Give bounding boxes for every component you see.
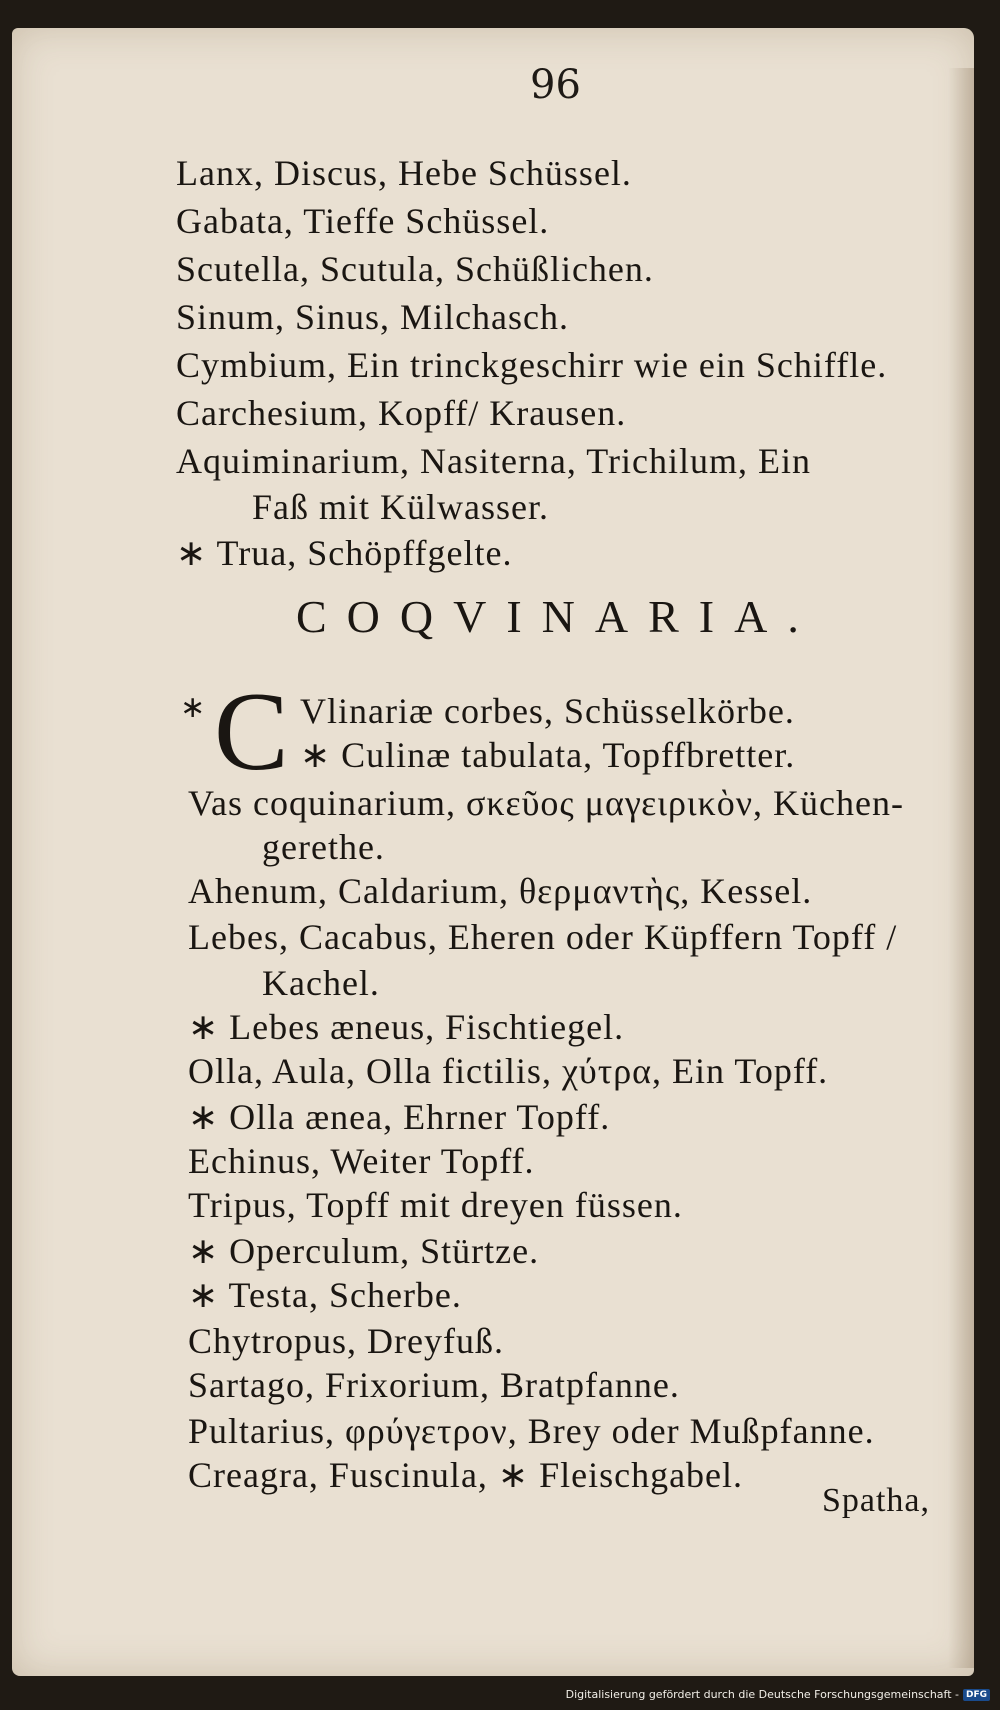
footer-credit <box>566 1688 990 1701</box>
dropcap-star: ∗ <box>180 690 206 725</box>
text-line: Scutella, Scutula, Schüßlichen. <box>176 249 654 289</box>
text-line: Lebes, Cacabus, Eheren oder Küpffern Topff / <box>188 917 898 957</box>
text-line: Pultarius, φρύγετρον, Brey oder Mußpfanne. <box>188 1411 875 1451</box>
catchword: Spatha, <box>821 1482 930 1519</box>
footer-text: Digitalisierung gefördert durch die Deutsche Forschungsgemeinschaft - <box>565 1688 959 1701</box>
text-line: Lanx, Discus, Hebe Schüssel. <box>176 153 632 193</box>
text-line: Tripus, Topff mit dreyen füssen. <box>188 1185 683 1225</box>
text-line: Vas coquinarium, σκεῦος μαγειρικὸν, Küchen- <box>188 783 904 823</box>
dfg-logo: DFG <box>963 1689 990 1701</box>
text-line: Faß mit Külwasser. <box>252 487 549 527</box>
text-line: Olla, Aula, Olla fictilis, χύτρα, Ein Topff. <box>188 1051 829 1091</box>
drop-cap: C <box>214 670 289 794</box>
section-heading: COQVINARIA. <box>296 591 819 642</box>
text-line: Aquiminarium, Nasiterna, Trichilum, Ein <box>176 441 811 481</box>
text-line: Carchesium, Kopff/ Krausen. <box>176 393 627 433</box>
text-line: Vlinariæ corbes, Schüsselkörbe. <box>300 691 795 731</box>
text-line: Sinum, Sinus, Milchasch. <box>176 297 570 337</box>
text-line: Chytropus, Dreyfuß. <box>188 1321 504 1361</box>
text-line: ∗ Culinæ tabulata, Topffbretter. <box>300 735 796 775</box>
page-number: 96 <box>530 62 581 108</box>
text-line: gerethe. <box>262 827 385 867</box>
text-line: ∗ Olla ænea, Ehrner Topff. <box>188 1097 611 1137</box>
text-line: ∗ Operculum, Stürtze. <box>188 1231 540 1271</box>
text-line: Cymbium, Ein trinckgeschirr wie ein Schiffle. <box>176 345 888 385</box>
text-line: Echinus, Weiter Topff. <box>188 1141 535 1181</box>
text-line: ∗ Lebes æneus, Fischtiegel. <box>188 1007 625 1047</box>
text-line: Ahenum, Caldarium, θερμαντὴς, Kessel. <box>188 871 813 911</box>
page-edge-shadow <box>948 68 974 1668</box>
text-line: Creagra, Fuscinula, ∗ Fleischgabel. <box>188 1455 744 1495</box>
text-line: Kachel. <box>262 963 380 1003</box>
text-line: Gabata, Tieffe Schüssel. <box>176 201 550 241</box>
text-line: ∗ Testa, Scherbe. <box>188 1275 462 1315</box>
text-line: Sartago, Frixorium, Bratpfanne. <box>188 1365 680 1405</box>
text-line: ∗ Trua, Schöpffgelte. <box>176 533 513 573</box>
